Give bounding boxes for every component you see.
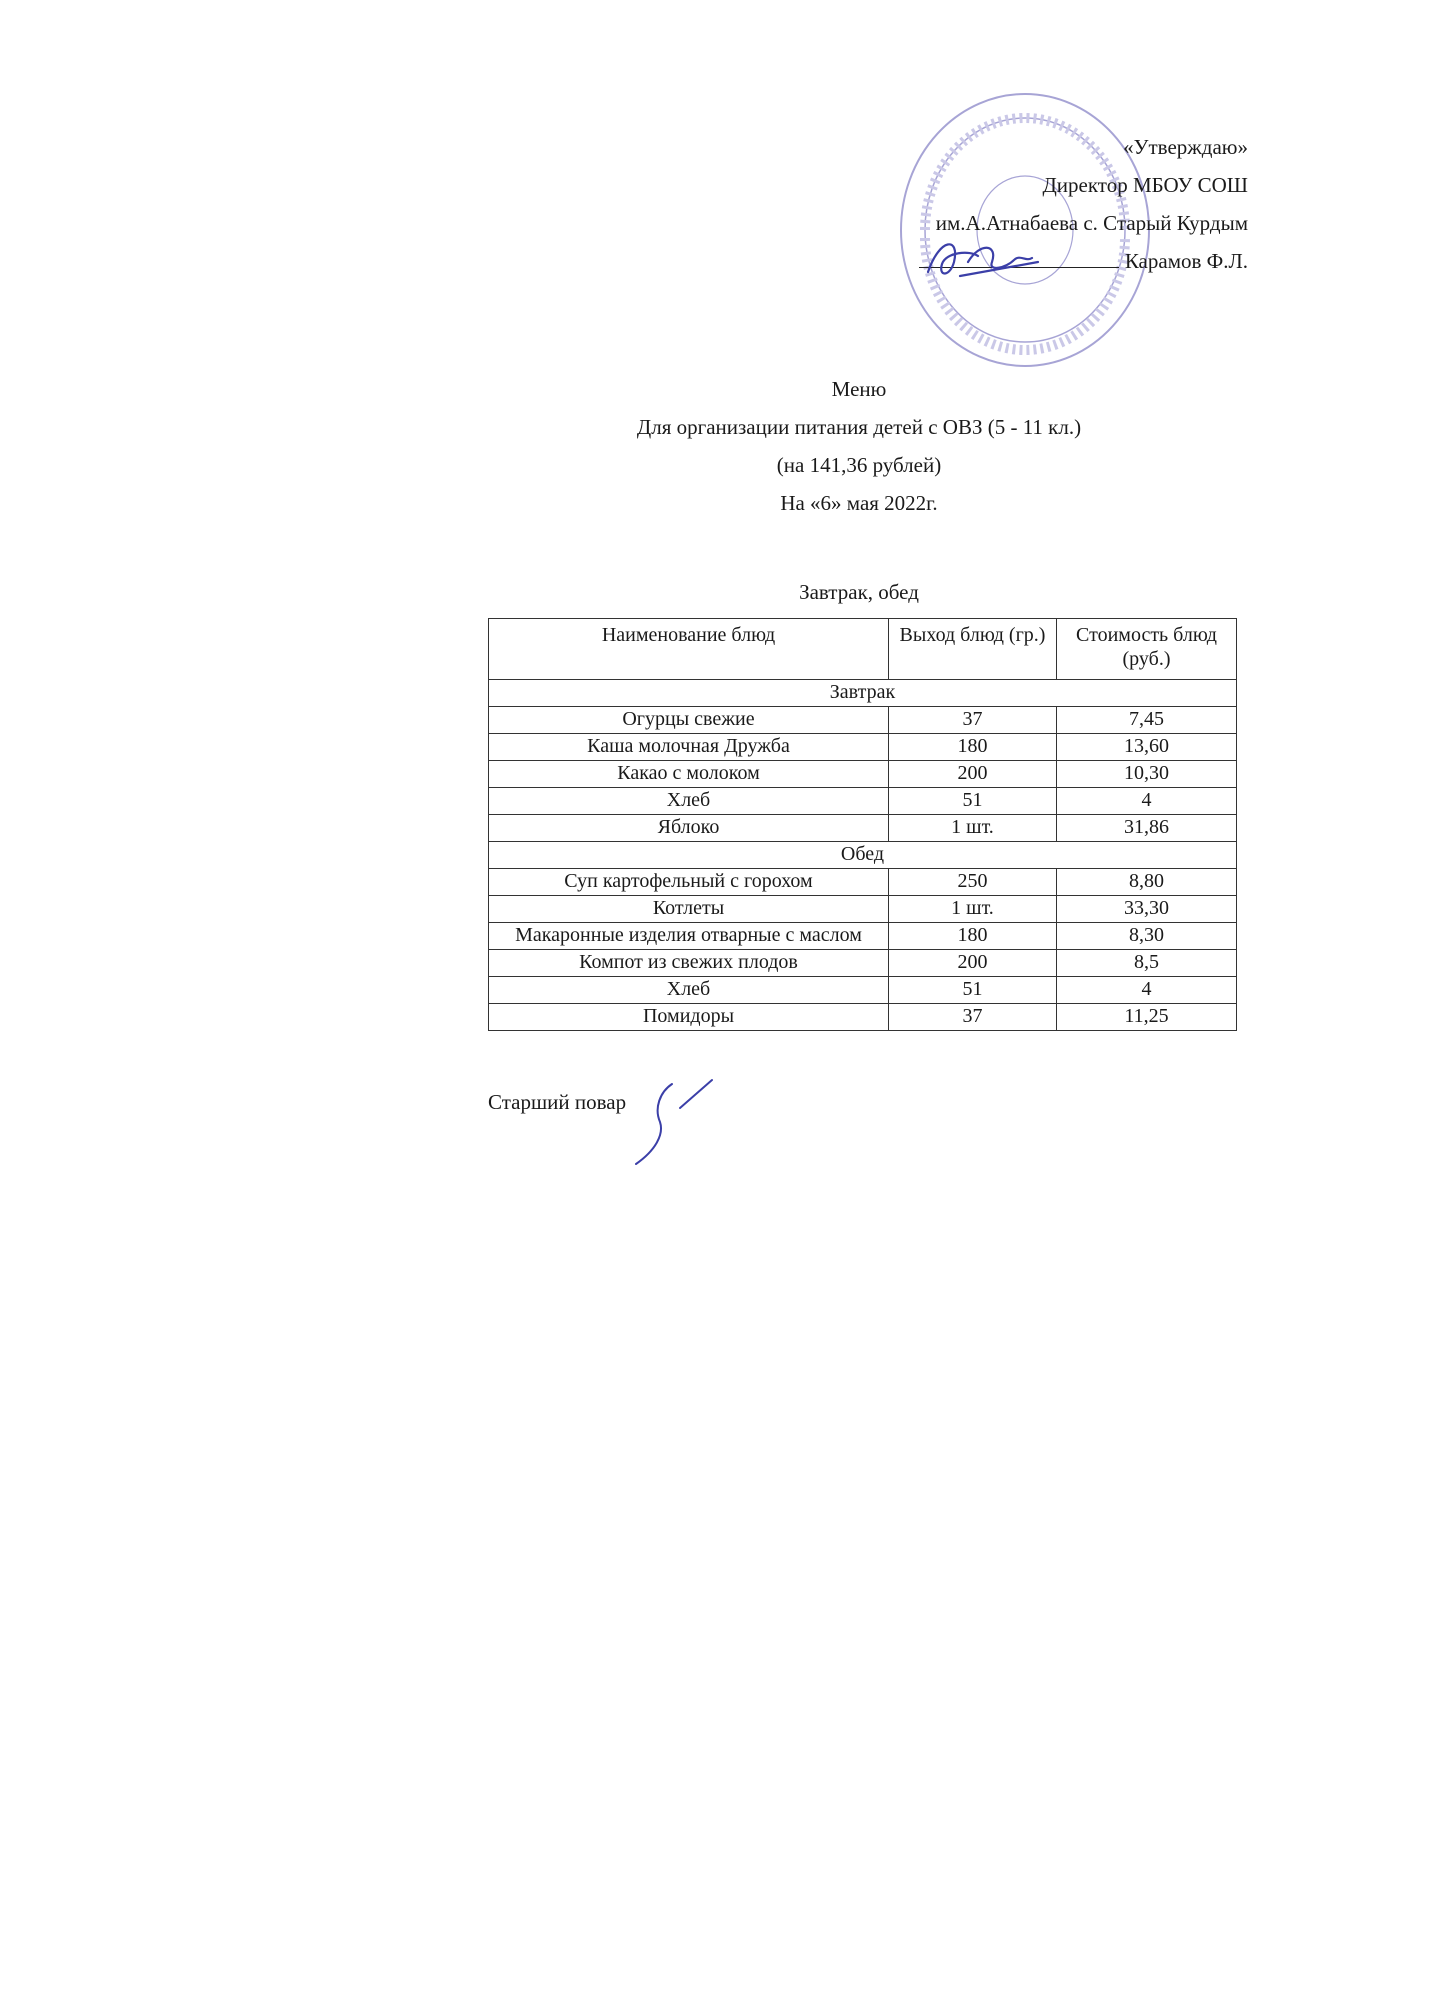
dish-name: Компот из свежих плодов xyxy=(489,950,889,977)
dish-portion: 180 xyxy=(889,734,1057,761)
dish-cost: 8,5 xyxy=(1057,950,1237,977)
dish-cost: 13,60 xyxy=(1057,734,1237,761)
table-row xyxy=(489,707,1237,734)
meal-label: Завтрак, обед xyxy=(799,580,919,604)
dish-name: Яблоко xyxy=(489,815,889,842)
approval-name: Карамов Ф.Л. xyxy=(1124,249,1248,273)
dish-name: Хлеб xyxy=(489,977,889,1004)
dish-portion: 250 xyxy=(889,869,1057,896)
document-subtitle: Для организации питания детей с ОВЗ (5 - 11 кл.) xyxy=(636,415,1082,439)
section-row xyxy=(489,680,1237,707)
dish-cost: 10,30 xyxy=(1057,761,1237,788)
dish-portion: 51 xyxy=(889,977,1057,1004)
dish-portion: 1 шт. xyxy=(889,896,1057,923)
cook-label: Старший повар xyxy=(488,1090,627,1114)
dish-portion: 1 шт. xyxy=(889,815,1057,842)
dish-portion: 200 xyxy=(889,950,1057,977)
dish-cost: 11,25 xyxy=(1057,1004,1237,1031)
table-row xyxy=(489,896,1237,923)
director-signature xyxy=(920,232,1050,292)
approval-position: Директор МБОУ СОШ xyxy=(1042,173,1248,197)
dish-cost: 4 xyxy=(1057,788,1237,815)
table-row xyxy=(489,761,1237,788)
dish-cost: 4 xyxy=(1057,977,1237,1004)
dish-name: Огурцы свежие xyxy=(489,707,889,734)
table-header-row xyxy=(489,619,1237,680)
table-row xyxy=(489,977,1237,1004)
approval-title: «Утверждаю» xyxy=(1123,135,1248,159)
dish-portion: 37 xyxy=(889,1004,1057,1031)
document-price: (на 141,36 рублей) xyxy=(776,453,942,477)
table-row xyxy=(489,788,1237,815)
dish-cost: 8,30 xyxy=(1057,923,1237,950)
dish-portion: 37 xyxy=(889,707,1057,734)
document-title: Меню xyxy=(831,377,887,401)
document-heading xyxy=(488,370,1230,522)
dish-cost: 31,86 xyxy=(1057,815,1237,842)
header-cost: Стоимость блюд (руб.) xyxy=(1057,619,1237,680)
table-row xyxy=(489,923,1237,950)
section-breakfast: Завтрак xyxy=(489,680,1237,707)
table-row xyxy=(489,815,1237,842)
dish-cost: 8,80 xyxy=(1057,869,1237,896)
dish-portion: 180 xyxy=(889,923,1057,950)
table-row xyxy=(489,950,1237,977)
cook-signature xyxy=(620,1078,730,1168)
table-row xyxy=(489,869,1237,896)
header-portion: Выход блюд (гр.) xyxy=(889,619,1057,680)
dish-name: Какао с молоком xyxy=(489,761,889,788)
menu-table xyxy=(488,618,1237,1031)
section-lunch: Обед xyxy=(489,842,1237,869)
section-row xyxy=(489,842,1237,869)
approval-school: им.А.Атнабаева с. Старый Курдым xyxy=(935,211,1248,235)
dish-cost: 33,30 xyxy=(1057,896,1237,923)
dish-name: Макаронные изделия отварные с маслом xyxy=(489,923,889,950)
dish-name: Котлеты xyxy=(489,896,889,923)
header-dish-name: Наименование блюд xyxy=(489,619,889,680)
dish-portion: 200 xyxy=(889,761,1057,788)
approval-block xyxy=(860,128,1248,280)
dish-name: Помидоры xyxy=(489,1004,889,1031)
dish-name: Суп картофельный с горохом xyxy=(489,869,889,896)
dish-cost: 7,45 xyxy=(1057,707,1237,734)
approval-signature-line xyxy=(860,242,1248,280)
table-row xyxy=(489,1004,1237,1031)
dish-name: Хлеб xyxy=(489,788,889,815)
table-row xyxy=(489,734,1237,761)
document-date: На «6» мая 2022г. xyxy=(780,491,938,515)
dish-portion: 51 xyxy=(889,788,1057,815)
dish-name: Каша молочная Дружба xyxy=(489,734,889,761)
